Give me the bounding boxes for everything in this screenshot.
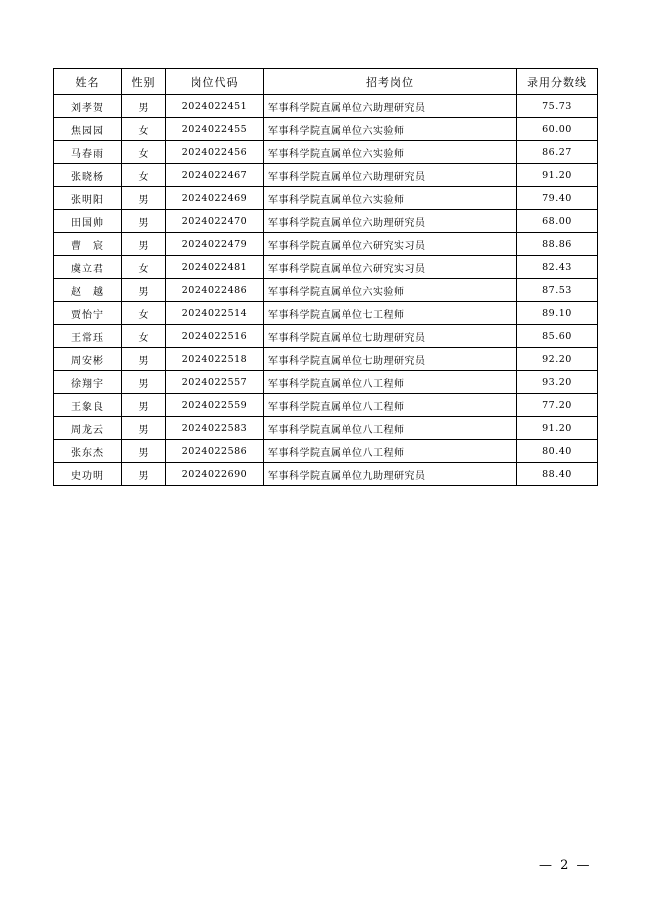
cell-name: 周安彬 <box>54 348 122 371</box>
cell-name: 虞立君 <box>54 256 122 279</box>
cell-code: 2024022456 <box>166 141 264 164</box>
table-row <box>54 210 598 233</box>
cell-name: 赵 越 <box>54 279 122 302</box>
cell-code: 2024022586 <box>166 440 264 463</box>
table-row <box>54 187 598 210</box>
cell-post: 军事科学院直属单位六实验师 <box>264 187 517 210</box>
cell-code: 2024022557 <box>166 371 264 394</box>
cell-score: 89.10 <box>517 302 598 325</box>
cell-code: 2024022470 <box>166 210 264 233</box>
table-row <box>54 348 598 371</box>
cell-post: 军事科学院直属单位九助理研究员 <box>264 463 517 486</box>
table-row <box>54 164 598 187</box>
cell-post: 军事科学院直属单位六研究实习员 <box>264 233 517 256</box>
cell-post: 军事科学院直属单位六助理研究员 <box>264 210 517 233</box>
table-body <box>54 95 598 486</box>
header-post: 招考岗位 <box>264 69 517 95</box>
table-row <box>54 463 598 486</box>
cell-gender: 男 <box>122 95 166 118</box>
table-row <box>54 233 598 256</box>
cell-gender: 男 <box>122 463 166 486</box>
table-row <box>54 141 598 164</box>
cell-gender: 男 <box>122 440 166 463</box>
cell-code: 2024022518 <box>166 348 264 371</box>
table-row <box>54 118 598 141</box>
table-row <box>54 279 598 302</box>
cell-code: 2024022467 <box>166 164 264 187</box>
cell-score: 88.40 <box>517 463 598 486</box>
cell-score: 92.20 <box>517 348 598 371</box>
cell-score: 93.20 <box>517 371 598 394</box>
cell-name: 张东杰 <box>54 440 122 463</box>
cell-score: 60.00 <box>517 118 598 141</box>
cell-name: 刘孝贺 <box>54 95 122 118</box>
cell-name: 贾怡宁 <box>54 302 122 325</box>
cell-gender: 男 <box>122 417 166 440</box>
cell-post: 军事科学院直属单位八工程师 <box>264 371 517 394</box>
cell-name: 张明阳 <box>54 187 122 210</box>
cell-post: 军事科学院直属单位七助理研究员 <box>264 325 517 348</box>
table-row <box>54 394 598 417</box>
cell-code: 2024022479 <box>166 233 264 256</box>
cell-code: 2024022486 <box>166 279 264 302</box>
cell-gender: 男 <box>122 371 166 394</box>
page-number: — 2 — <box>539 858 592 873</box>
header-score: 录用分数线 <box>517 69 598 95</box>
header-gender: 性别 <box>122 69 166 95</box>
cell-gender: 男 <box>122 210 166 233</box>
cell-post: 军事科学院直属单位七助理研究员 <box>264 348 517 371</box>
cell-score: 87.53 <box>517 279 598 302</box>
cell-post: 军事科学院直属单位八工程师 <box>264 394 517 417</box>
header-name: 姓名 <box>54 69 122 95</box>
cell-code: 2024022583 <box>166 417 264 440</box>
cell-score: 75.73 <box>517 95 598 118</box>
cell-name: 徐翔宇 <box>54 371 122 394</box>
cell-score: 68.00 <box>517 210 598 233</box>
cell-name: 史功明 <box>54 463 122 486</box>
cell-gender: 女 <box>122 325 166 348</box>
cell-post: 军事科学院直属单位六助理研究员 <box>264 164 517 187</box>
cell-score: 91.20 <box>517 417 598 440</box>
cell-score: 91.20 <box>517 164 598 187</box>
cell-name: 周龙云 <box>54 417 122 440</box>
cell-code: 2024022455 <box>166 118 264 141</box>
table-header <box>54 69 598 95</box>
cell-score: 77.20 <box>517 394 598 417</box>
table-row <box>54 440 598 463</box>
table-row <box>54 325 598 348</box>
cell-name: 田国帅 <box>54 210 122 233</box>
cell-gender: 男 <box>122 348 166 371</box>
cell-post: 军事科学院直属单位六实验师 <box>264 141 517 164</box>
cell-post: 军事科学院直属单位八工程师 <box>264 440 517 463</box>
table-header-row <box>54 69 598 95</box>
table-row <box>54 256 598 279</box>
cell-code: 2024022481 <box>166 256 264 279</box>
cell-code: 2024022559 <box>166 394 264 417</box>
cell-code: 2024022514 <box>166 302 264 325</box>
cell-name: 王常珏 <box>54 325 122 348</box>
cell-gender: 男 <box>122 233 166 256</box>
cell-gender: 女 <box>122 141 166 164</box>
cell-score: 85.60 <box>517 325 598 348</box>
table-row <box>54 417 598 440</box>
cell-gender: 女 <box>122 118 166 141</box>
cell-code: 2024022516 <box>166 325 264 348</box>
cell-code: 2024022469 <box>166 187 264 210</box>
cell-name: 王象良 <box>54 394 122 417</box>
header-code: 岗位代码 <box>166 69 264 95</box>
cell-code: 2024022690 <box>166 463 264 486</box>
cell-gender: 男 <box>122 279 166 302</box>
cell-score: 88.86 <box>517 233 598 256</box>
cell-name: 张晓杨 <box>54 164 122 187</box>
cell-gender: 女 <box>122 164 166 187</box>
cell-post: 军事科学院直属单位八工程师 <box>264 417 517 440</box>
cell-score: 80.40 <box>517 440 598 463</box>
cell-code: 2024022451 <box>166 95 264 118</box>
cell-score: 82.43 <box>517 256 598 279</box>
cell-gender: 男 <box>122 187 166 210</box>
cell-gender: 女 <box>122 302 166 325</box>
cell-post: 军事科学院直属单位六研究实习员 <box>264 256 517 279</box>
cell-name: 焦园园 <box>54 118 122 141</box>
cell-post: 军事科学院直属单位六实验师 <box>264 118 517 141</box>
cell-score: 86.27 <box>517 141 598 164</box>
recruitment-score-table <box>53 68 598 486</box>
table-row <box>54 371 598 394</box>
cell-post: 军事科学院直属单位六助理研究员 <box>264 95 517 118</box>
table-row <box>54 302 598 325</box>
cell-gender: 女 <box>122 256 166 279</box>
cell-post: 军事科学院直属单位六实验师 <box>264 279 517 302</box>
cell-name: 曹 宸 <box>54 233 122 256</box>
cell-post: 军事科学院直属单位七工程师 <box>264 302 517 325</box>
cell-score: 79.40 <box>517 187 598 210</box>
table-row <box>54 95 598 118</box>
cell-name: 马春雨 <box>54 141 122 164</box>
cell-gender: 男 <box>122 394 166 417</box>
